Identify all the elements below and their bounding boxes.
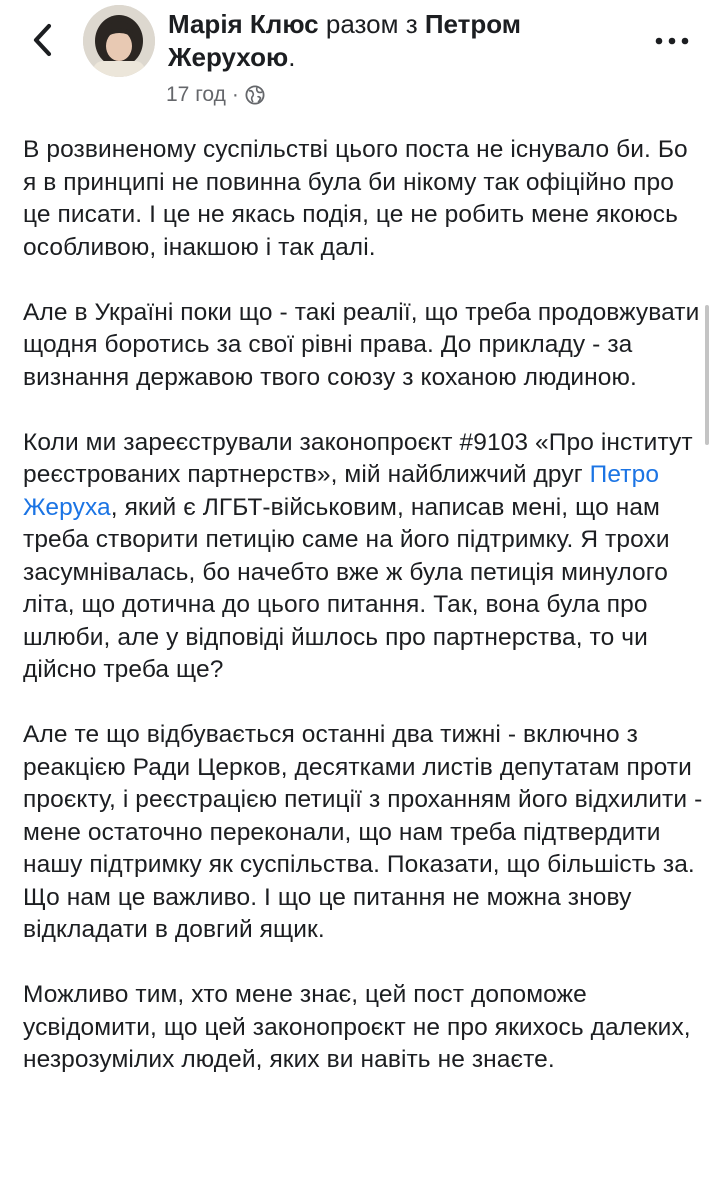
post-text xyxy=(23,134,703,1109)
author-name[interactable]: Марія Клюс xyxy=(168,9,319,39)
post-paragraph-4: Але те що відбувається останні два тижні - включно з реакцією Ради Церков, десятками листів депутатам проти проєкту, і реєстрацією петиції з проханням його відхилити - мене остаточно переконали, що нам треба підтвердити нашу підтримку як суспільства. Показати, що більшість за. Що нам це важливо. І що це питання не можна знову відкладати в довгий ящик. xyxy=(23,721,703,943)
avatar[interactable] xyxy=(83,5,155,77)
avatar-photo-icon xyxy=(83,5,155,77)
meta-separator: · xyxy=(231,83,239,106)
more-horizontal-icon xyxy=(654,36,690,46)
scrollbar[interactable] xyxy=(705,305,709,445)
post-paragraph-3 xyxy=(23,427,703,687)
with-word: разом з xyxy=(318,9,425,39)
post-paragraph-3-end: , який є ЛГБТ-військовим, написав мені, що нам треба створити петицію саме на його підтримку. Я трохи засумнівалась, бо начебто вже ж була петиція минулого літа, що дотична до цього питання. Так, вона була про шлюби, але у відповіді йшлось про партнерства, то чи дійсно треба ще? xyxy=(23,493,670,683)
post-header xyxy=(0,0,714,120)
chevron-left-icon xyxy=(31,23,53,57)
tagged-name-line1[interactable]: Петром xyxy=(424,9,522,39)
post-meta xyxy=(166,80,265,110)
post-paragraph-3-start: Коли ми зареєстрували законопроєкт #9103 «Про інститут реєстрованих партнерств», мій найближчий друг xyxy=(23,428,693,488)
post-paragraph-1: В розвиненому суспільстві цього поста не існувало би. Бо я в принципі не повинна була би нікому так офіційно про це писати. І це не якась подія, це не робить мене якоюсь особливою, інакшою і так далі. xyxy=(23,136,688,261)
post-paragraph-2: Але в Україні поки що - такі реалії, що треба продовжувати щодня боротись за свої рівні права. До прикладу - за визнання державою твого союзу з коханою людиною. xyxy=(23,298,700,391)
mention-link[interactable]: Петро Жеруха xyxy=(23,461,660,521)
author-line-period: . xyxy=(288,42,296,72)
tagged-name-line2[interactable]: Жерухою xyxy=(168,42,289,72)
globe-icon[interactable] xyxy=(245,85,265,105)
post-author-line xyxy=(168,8,638,74)
back-button[interactable] xyxy=(22,20,62,60)
post-timestamp[interactable]: 17 год xyxy=(166,83,226,106)
more-options-button[interactable] xyxy=(650,24,694,58)
post-paragraph-5: Можливо тим, хто мене знає, цей пост допоможе усвідомити, що цей законопроєкт не про якихось далеких, незрозумілих людей, яких ви навіть не знаєте. xyxy=(23,981,691,1073)
